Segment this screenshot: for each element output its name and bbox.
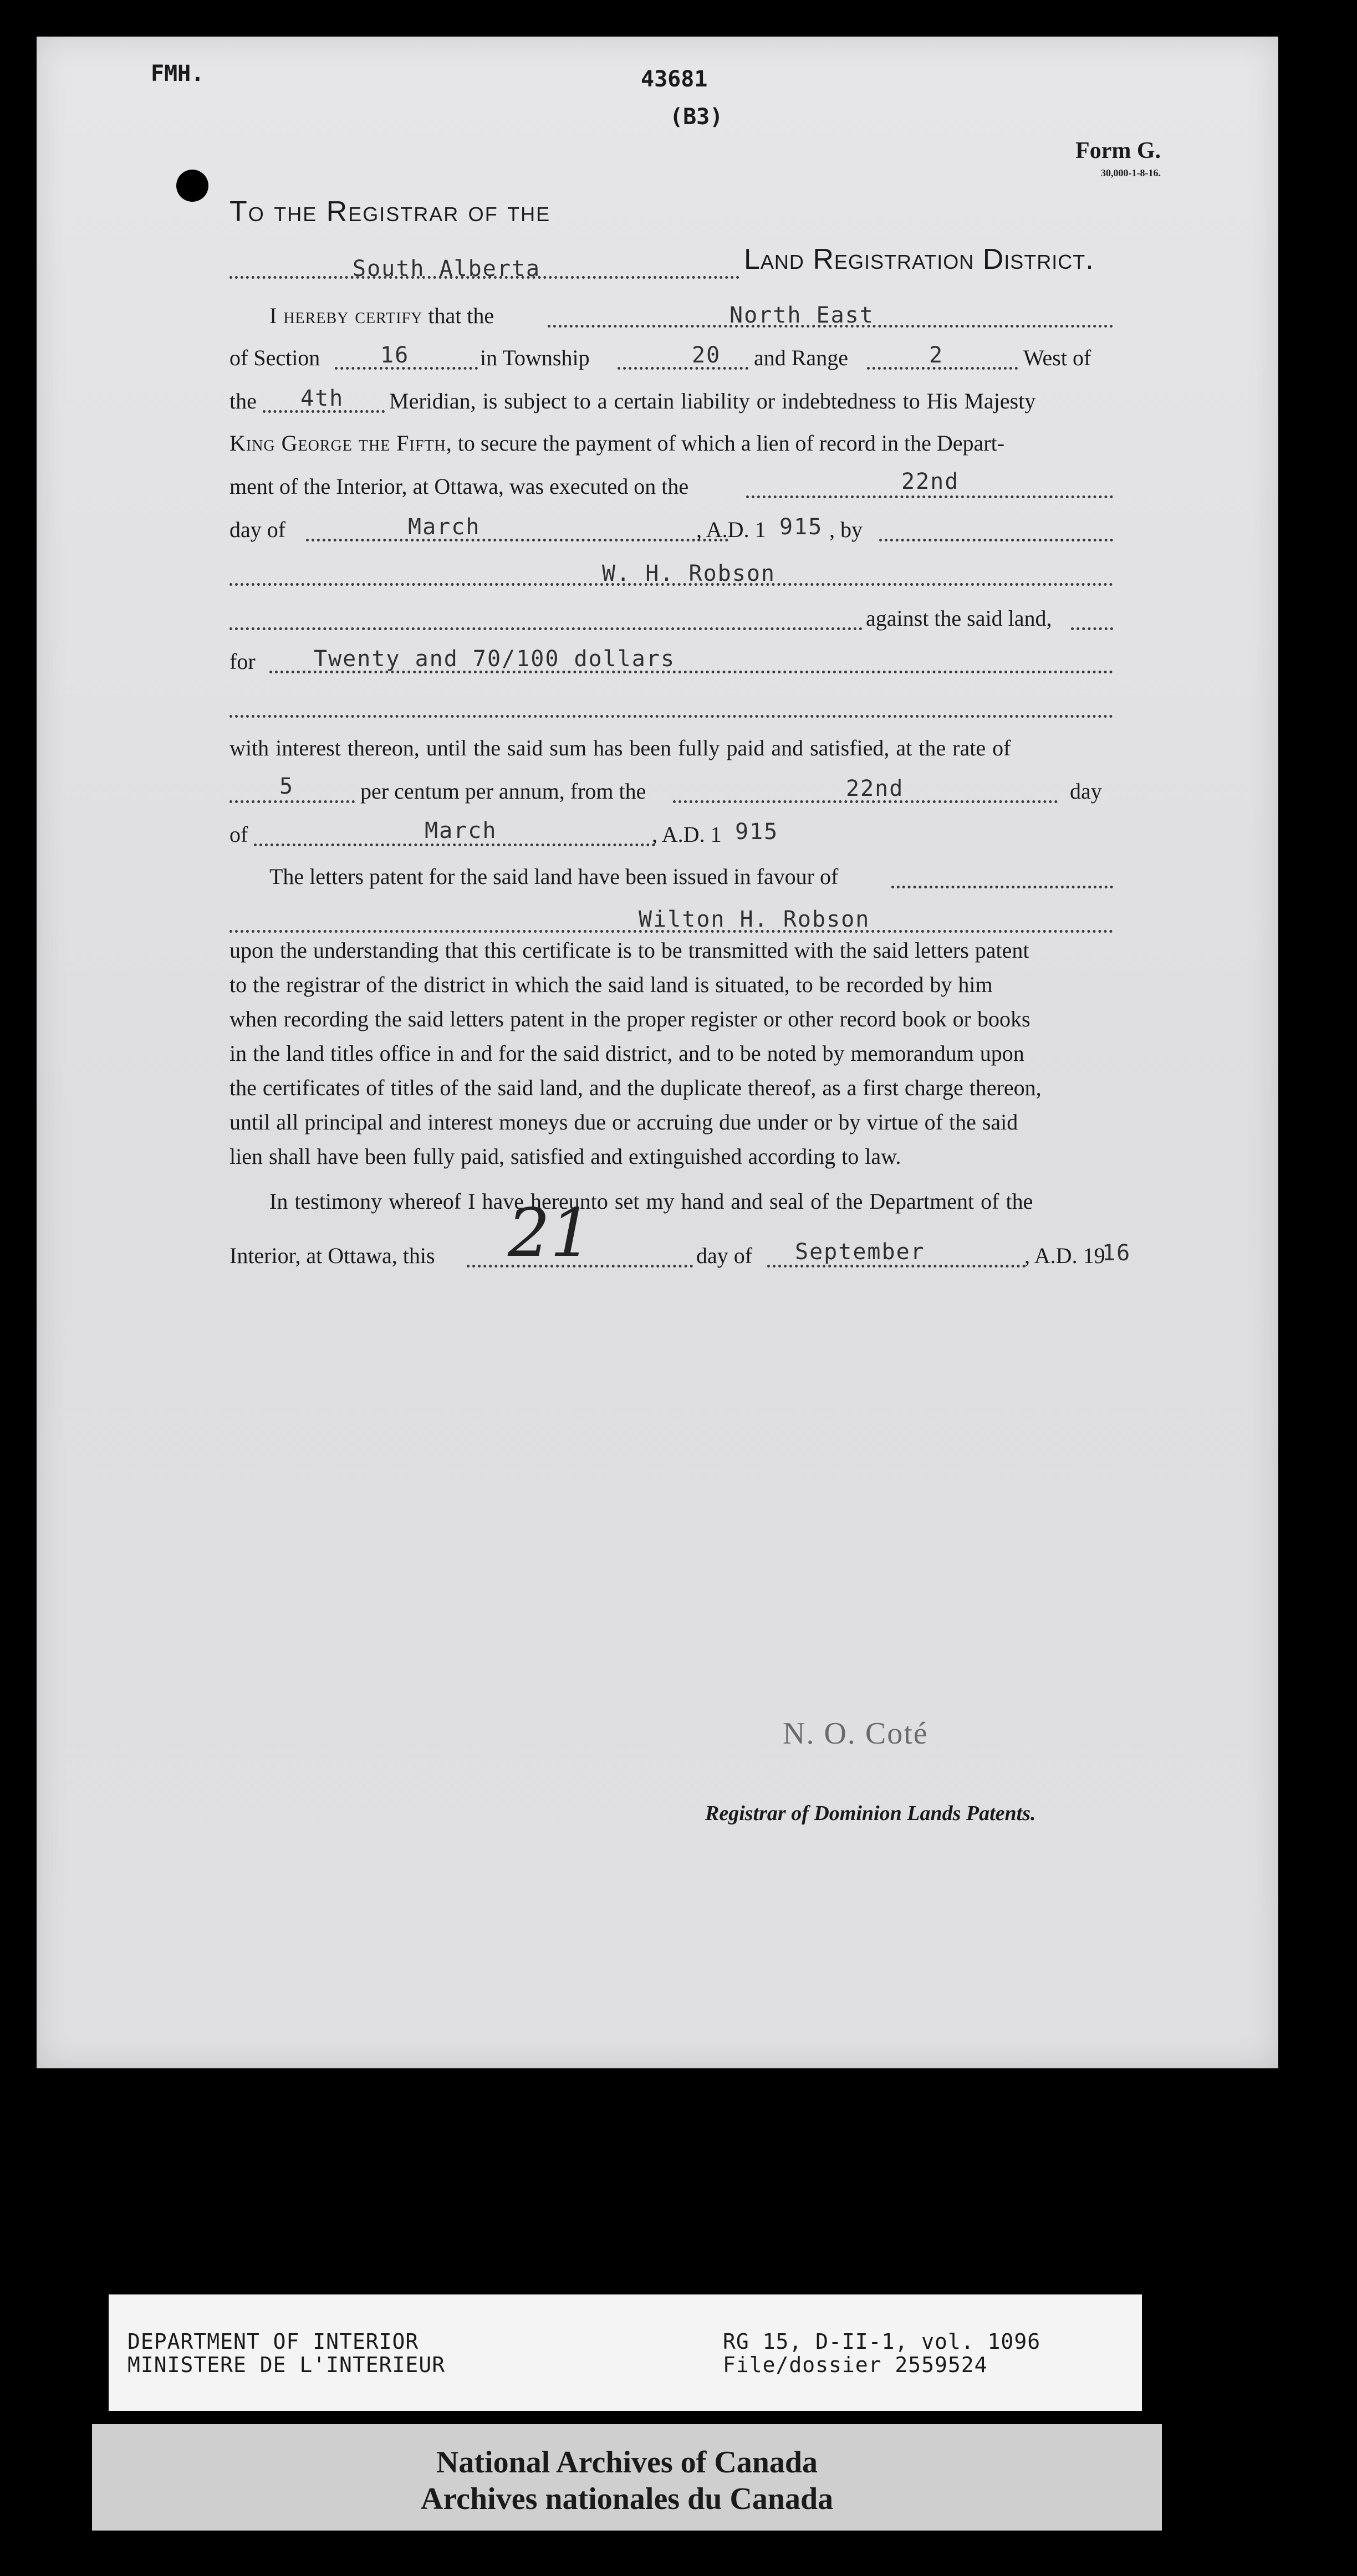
archive-name-english: National Archives of Canada: [436, 2445, 818, 2480]
for-label: for: [229, 649, 256, 674]
day-of-label: day of: [229, 517, 286, 542]
king-name: King George the Fifth,: [229, 431, 452, 456]
record-group: RG 15, D-II-1, vol. 1096: [723, 2329, 1041, 2354]
paragraph-line: until all principal and interest moneys due or accruing due under or by virtue of the said: [229, 1110, 1018, 1134]
ad-label: , A.D. 1: [696, 517, 766, 542]
amount-second-dots: [229, 715, 1113, 718]
by-dots: [879, 539, 1113, 541]
form-code: 30,000-1-8-16.: [1101, 167, 1161, 178]
from-month-value: March: [425, 818, 497, 844]
testimony-year-value: 16: [1102, 1240, 1131, 1266]
interior-label: Interior, at Ottawa, this: [229, 1243, 435, 1268]
executed-day-value: 22nd: [901, 469, 960, 494]
archive-label: [109, 2294, 1142, 2411]
form-title: Form G.: [1075, 138, 1161, 163]
executed-dots: [746, 495, 1113, 498]
certify-lead: I hereby certify: [269, 303, 423, 328]
day-label: day: [1070, 779, 1102, 804]
of-label: of: [229, 822, 248, 847]
department-french: MINISTERE DE L'INTERIEUR: [127, 2353, 446, 2377]
file-dossier: File/dossier 2559524: [723, 2353, 988, 2377]
to-registrar-heading: To the Registrar of the: [229, 196, 551, 228]
favour-lead-dots: [891, 886, 1113, 888]
file-number: 43681: [641, 67, 708, 92]
by-value: W. H. Robson: [602, 561, 776, 586]
from-year-value: 915: [735, 819, 779, 845]
section-value: 16: [380, 343, 410, 368]
district-value: South Alberta: [353, 256, 541, 282]
conditions-paragraph: [229, 933, 1042, 1174]
punch-hole: [176, 170, 208, 202]
letters-patent-line: The letters patent for the said land have been issued in favour of: [269, 864, 839, 889]
archive-label-right: [723, 2330, 1040, 2376]
initials: FMH.: [151, 61, 205, 86]
section-label: of Section: [229, 345, 320, 370]
west-of-label: West of: [1023, 345, 1091, 370]
testimony-line: In testimony whereof I have hereunto set my hand and seal of the Department of the: [269, 1189, 1033, 1214]
against-dots: [229, 627, 863, 630]
rate-dots: [229, 800, 355, 803]
quarter-value: North East: [729, 303, 874, 328]
executed-year-value: 915: [779, 514, 823, 540]
archive-label-left: [127, 2330, 445, 2376]
ad-label-2: , A.D. 1: [652, 822, 722, 847]
archive-name-french: Archives nationales du Canada: [420, 2482, 834, 2516]
testimony-month-dots: [767, 1265, 1026, 1267]
certify-text: [269, 303, 494, 329]
king-rest: to secure the payment of which a lien of record in the Depart-: [457, 431, 1005, 456]
range-value: 2: [929, 343, 944, 368]
per-centum-label: per centum per annum, from the: [360, 779, 646, 804]
paragraph-line: lien shall have been fully paid, satisfied and extinguished according to law.: [229, 1144, 901, 1169]
against-trailing-dots: [1071, 627, 1113, 630]
department-english: DEPARTMENT OF INTERIOR: [127, 2329, 419, 2354]
document-page: [37, 37, 1278, 2068]
township-label: in Township: [480, 345, 590, 370]
king-line: [229, 430, 1004, 456]
paragraph-line: when recording the said letters patent in the proper register or other record book or books: [229, 1006, 1030, 1031]
township-dots: [618, 367, 748, 370]
paragraph-line: to the registrar of the district in which the said land is situated, to be recorded by him: [229, 972, 993, 997]
paragraph-line: the certificates of titles of the said land, and the duplicate thereof, as a first charge thereon,: [229, 1075, 1042, 1100]
file-sub: (B3): [670, 104, 723, 130]
from-day-value: 22nd: [846, 776, 904, 801]
executed-month-dots: [306, 539, 728, 541]
testimony-day-of: day of: [696, 1243, 753, 1268]
favour-value: Wilton H. Robson: [639, 907, 870, 932]
against-label: against the said land,: [866, 606, 1052, 631]
executed-month-value: March: [408, 514, 481, 540]
interest-line: with interest thereon, until the said sum has been fully paid and satisfied, at the rate of: [229, 735, 1011, 760]
from-month-dots: [254, 844, 655, 846]
testimony-day-value: 21: [508, 1195, 593, 1272]
range-label: and Range: [754, 345, 848, 370]
amount-value: Twenty and 70/100 dollars: [314, 646, 676, 672]
archive-footer: [92, 2424, 1162, 2531]
township-value: 20: [692, 343, 721, 368]
the-label: the: [229, 389, 257, 413]
testimony-ad: , A.D. 19: [1024, 1243, 1105, 1268]
district-label: Land Registration District.: [744, 243, 1094, 275]
meridian-rest: Meridian, is subject to a certain liability or indebtedness to His Majesty: [389, 389, 1036, 413]
testimony-month-value: September: [795, 1239, 925, 1265]
meridian-value: 4th: [300, 386, 344, 411]
certify-rest: that the: [428, 303, 494, 328]
archive-footer-text: [92, 2444, 1162, 2517]
signature-name: N. O. Coté: [783, 1716, 929, 1751]
paragraph-line: upon the understanding that this certificate is to be transmitted with the said letters patent: [229, 938, 1029, 963]
paragraph-line: in the land titles office in and for the said district, and to be noted by memorandum upon: [229, 1041, 1024, 1066]
rate-value: 5: [279, 774, 294, 799]
by-label: , by: [829, 517, 863, 542]
registrar-title: Registrar of Dominion Lands Patents.: [705, 1802, 1036, 1825]
department-line: ment of the Interior, at Ottawa, was executed on the: [229, 474, 689, 499]
